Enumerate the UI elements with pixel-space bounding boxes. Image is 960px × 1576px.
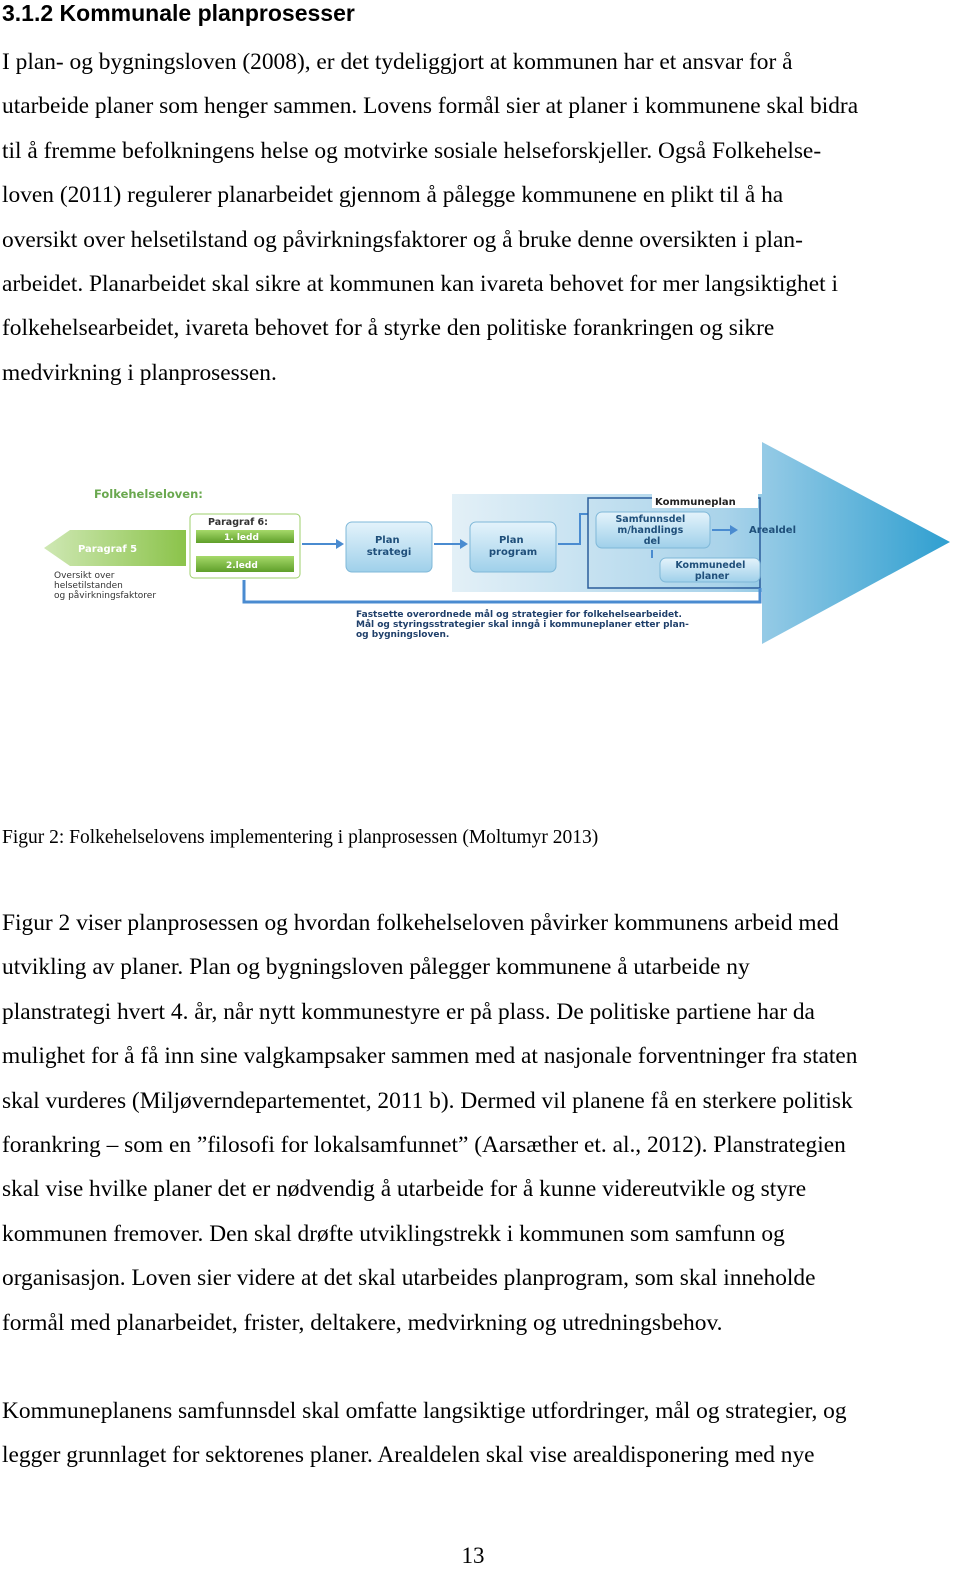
samfunnsdel-line: m/handlings <box>617 525 684 536</box>
paragraph-line: Kommuneplanens samfunnsdel skal omfatte langsiktige utfordringer, mål og strategier, og <box>2 1398 847 1424</box>
figure-caption: Figur 2: Folkehelselovens implementering i planprosessen (Moltumyr 2013) <box>2 827 599 848</box>
paragraph-line: medvirkning i planprosessen. <box>2 359 277 386</box>
samfunnsdel-line: Samfunnsdel <box>615 514 686 525</box>
page-number: 13 <box>461 1543 485 1568</box>
note-line: Fastsette overordnede mål og strategier for folkehelsearbeidet. <box>356 610 682 620</box>
oversikt-text <box>54 571 156 601</box>
note-line: og bygningsloven. <box>356 630 450 640</box>
figure-title: Folkehelseloven: <box>94 487 203 501</box>
paragraph-line: loven (2011) regulerer planarbeidet gjennom å pålegge kommunene en plikt til å ha <box>2 182 784 209</box>
paragraph-line: arbeidet. Planarbeidet skal sikre at kommunen kan ivareta behovet for mer langsiktighet i <box>2 270 838 297</box>
arrowhead <box>336 539 344 549</box>
oversikt-line: og påvirkningsfaktorer <box>54 591 157 601</box>
planprocess-diagram <box>0 430 960 660</box>
note-line: Mål og styringsstrategier skal inngå i kommuneplaner etter plan- <box>356 620 689 630</box>
paragraf5-label: Paragraf 5 <box>78 544 138 555</box>
ledd2-label: 2.ledd <box>226 561 258 571</box>
plan-strategi-line: Plan <box>374 535 400 546</box>
planprocess-figure <box>0 430 960 660</box>
paragraph-line: formål med planarbeidet, frister, deltakere, medvirkning og utredningsbehov. <box>2 1309 723 1336</box>
kommunedel-line: Kommunedel <box>675 560 746 571</box>
note-text <box>356 609 692 640</box>
paragraf6-label: Paragraf 6: <box>208 517 268 528</box>
paragraph-line: legger grunnlaget for sektorenes planer. Arealdelen skal vise arealdisponering med nye <box>2 1442 815 1469</box>
paragraph-line: oversikt over helsetilstand og påvirkningsfaktorer og å bruke denne oversikten i plan- <box>2 226 803 253</box>
paragraph-3 <box>2 1389 958 1478</box>
kommuneplan-title: Kommuneplan <box>655 497 736 508</box>
plan-program-line: Plan <box>498 535 524 546</box>
plan-strategi-line: strategi <box>366 547 412 558</box>
paragraph-line: organisasjon. Loven sier videre at det skal utarbeides planprogram, som skal inneholde <box>2 1265 816 1292</box>
paragraph-line: I plan- og bygningsloven (2008), er det tydeliggjort at kommunen har et ansvar for å <box>2 49 793 75</box>
paragraph-line: forankring – som en ”filosofi for lokalsamfunnet” (Aarsæther et. al., 2012). Planstrategien <box>2 1131 846 1158</box>
ledd1-label: 1. ledd <box>224 533 259 543</box>
samfunnsdel-line: del <box>643 536 661 547</box>
paragraph-line: folkehelsearbeidet, ivareta behovet for å styrke den politiske forankringen og sikre <box>2 315 775 342</box>
paragraph-line: kommunen fremover. Den skal drøfte utviklingstrekk i kommunen som samfunn og <box>2 1220 785 1247</box>
paragraph-line: utarbeide planer som henger sammen. Lovens formål sier at planer i kommunene skal bidra <box>2 93 859 120</box>
paragraph-line: skal vurderes (Miljøverndepartementet, 2011 b). Dermed vil planene få en sterkere politisk <box>2 1087 853 1114</box>
paragraph-line: til å fremme befolkningens helse og motvirke sosiale helseforskjeller. Også Folkehelse- <box>2 137 822 164</box>
paragraph-line: utvikling av planer. Plan og bygningsloven pålegger kommunene å utarbeide ny <box>2 954 750 981</box>
paragraph-line: planstrategi hvert 4. år, når nytt kommunestyre er på plass. De politiske partiene har da <box>2 998 815 1025</box>
paragraph-2 <box>2 901 958 1345</box>
oversikt-line: Oversikt over <box>54 571 115 581</box>
kommunedel-line: planer <box>694 571 730 582</box>
section-heading: 3.1.2 Kommunale planprosesser <box>2 0 355 26</box>
paragraph-line: skal vise hvilke planer det er nødvendig å utarbeide for å kunne videreutvikle og styre <box>2 1176 807 1203</box>
paragraph-1 <box>2 40 958 395</box>
arealdel-label: Arealdel <box>749 525 796 536</box>
plan-program-line: program <box>488 547 538 558</box>
oversikt-line: helsetilstanden <box>54 581 123 591</box>
paragraph-line: Figur 2 viser planprosessen og hvordan folkehelseloven påvirker kommunens arbeid med <box>2 910 839 936</box>
paragraph-line: mulighet for å få inn sine valgkampsaker sammen med at nasjonale forventninger fra staten <box>2 1043 858 1070</box>
